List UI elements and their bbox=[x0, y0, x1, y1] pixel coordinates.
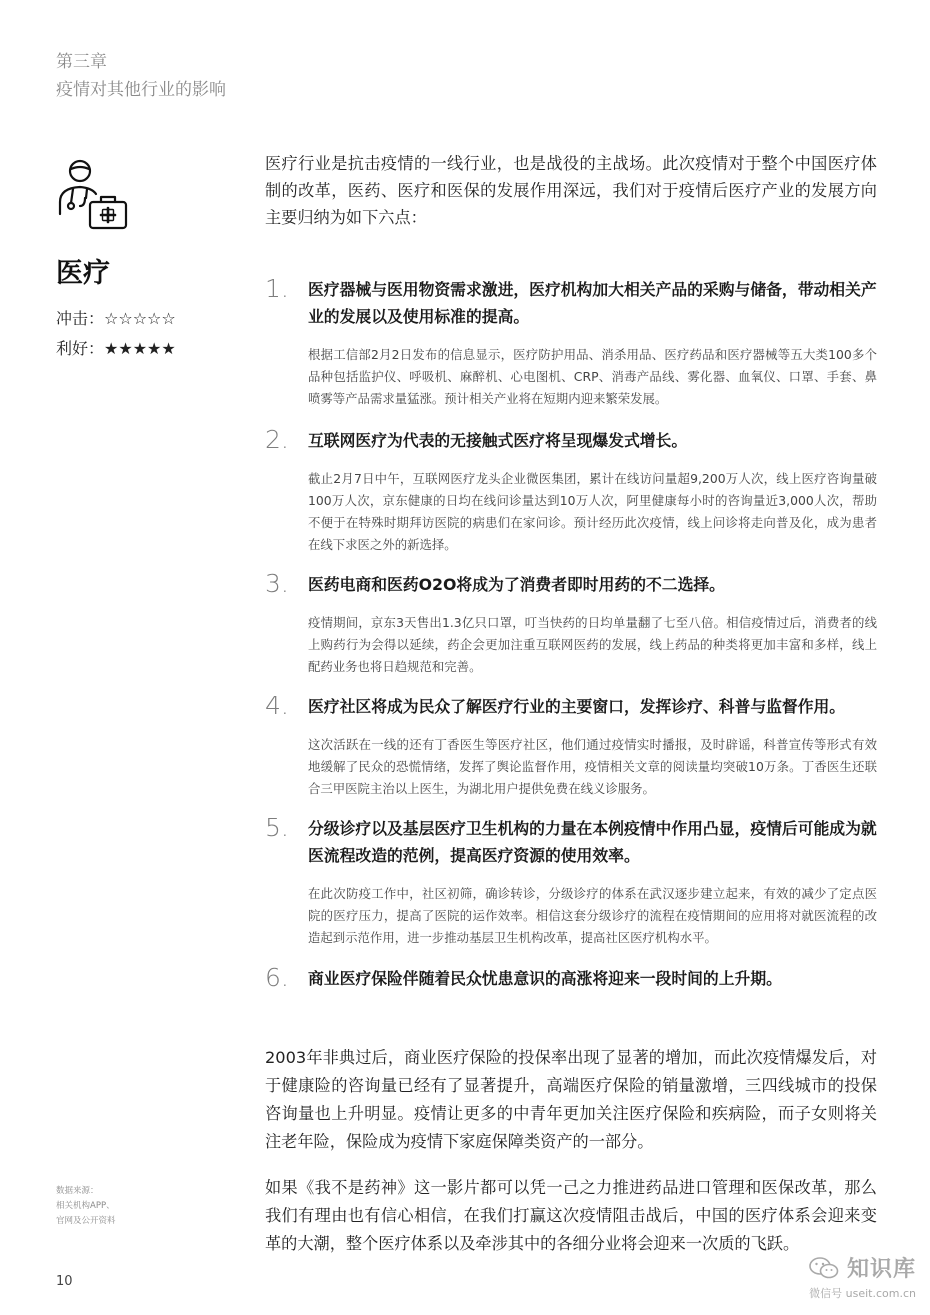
source-line: 相关机构APP、 bbox=[56, 1201, 115, 1211]
point-body: 根据工信部2月2日发布的信息显示，医疗防护用品、消杀用品、医疗药品和医疗器械等五大类100多个品种包括监护仪、呼吸机、麻醉机、心电图机、CRP、消毒产品线、雾化器、血氧仪、口罩、手套、鼻喷雾等产品需求量猛涨。预计相关产业将在短期内迎来繁荣发展。 bbox=[308, 347, 877, 406]
point-heading: 互联网医疗为代表的无接触式医疗将呈现爆发式增长。 bbox=[308, 431, 688, 450]
watermark-name: 知识库 bbox=[846, 1257, 916, 1282]
point-number: 4. bbox=[265, 691, 289, 720]
wechat-icon bbox=[809, 1256, 839, 1280]
point-number: 6. bbox=[265, 963, 289, 992]
point-number: 1. bbox=[265, 274, 289, 303]
point-body: 截止2月7日中午，互联网医疗龙头企业微医集团，累计在线访问量超9,200万人次，线上医疗咨询量破100万人次，京东健康的日均在线问诊量达到10万人次，阿里健康每小时的咨询量近3,000人次，帮助不便于在特殊时期拜访医院的病患们在家问诊。预计经历此次疫情，线上问诊将走向普及化，成为患者在线下求医之外的新选择。 bbox=[308, 471, 877, 552]
point-item bbox=[265, 693, 877, 800]
point-number: 2. bbox=[265, 425, 289, 454]
point-heading: 医疗器械与医用物资需求激进，医疗机构加大相关产品的采购与储备，带动相关产业的发展以及使用标准的提高。 bbox=[308, 280, 877, 326]
point-item bbox=[265, 965, 877, 992]
chapter-title: 疫情对其他行业的影响 bbox=[56, 80, 226, 100]
page-number: 10 bbox=[56, 1274, 73, 1289]
source-line: 官网及公开资料 bbox=[56, 1216, 116, 1226]
sector-sidebar bbox=[56, 158, 256, 364]
main-content bbox=[265, 150, 877, 1258]
source-label: 数据来源： bbox=[56, 1186, 99, 1196]
point-heading: 商业医疗保险伴随着民众忧患意识的高涨将迎来一段时间的上升期。 bbox=[308, 969, 782, 988]
point-heading: 分级诊疗以及基层医疗卫生机构的力量在本例疫情中作用凸显，疫情后可能成为就医流程改造的范例，提高医疗资源的使用效率。 bbox=[308, 819, 877, 865]
chapter-header bbox=[56, 48, 226, 104]
benefit-rating: 利好：★★★★★ bbox=[56, 339, 176, 358]
doctor-medical-kit-icon bbox=[56, 158, 130, 232]
point-body: 疫情期间，京东3天售出1.3亿只口罩，叮当快药的日均单量翻了七至八倍。相信疫情过后，消费者的线上购药行为会得以延续，药企会更加注重互联网医药的发展，线上药品的种类将更加丰富和多样，线上配药业务也将日趋规范和完善。 bbox=[308, 615, 877, 674]
sector-title: 医疗 bbox=[56, 258, 110, 289]
point-body: 在此次防疫工作中，社区初筛，确诊转诊，分级诊疗的体系在武汉逐步建立起来，有效的减少了定点医院的医疗压力，提高了医院的运作效率。相信这套分级诊疗的流程在疫情期间的应用将对就医流程的改造起到示范作用，进一步推动基层卫生机构改革，提高社区医疗机构水平。 bbox=[308, 886, 877, 945]
point-heading: 医疗社区将成为民众了解医疗行业的主要窗口，发挥诊疗、科普与监督作用。 bbox=[308, 697, 846, 716]
intro-paragraph: 医疗行业是抗击疫情的一线行业，也是战役的主战场。此次疫情对于整个中国医疗体制的改革，医药、医疗和医保的发展作用深远，我们对于疫情后医疗产业的发展方向主要归纳为如下六点： bbox=[265, 154, 877, 227]
point-item bbox=[265, 815, 877, 949]
point-body: 这次活跃在一线的还有丁香医生等医疗社区，他们通过疫情实时播报，及时辟谣，科普宣传等形式有效地缓解了民众的恐慌情绪，发挥了舆论监督作用，疫情相关文章的阅读量均突破10万条。丁香医生还联合三甲医院主治以上医生，为湖北用户提供免费在线义诊服务。 bbox=[308, 737, 877, 796]
point-item bbox=[265, 571, 877, 678]
closing-paragraph: 如果《我不是药神》这一影片都可以凭一己之力推进药品进口管理和医保改革，那么我们有理由也有信心相信，在我们打赢这次疫情阻击战后，中国的医疗体系会迎来变革的大潮，整个医疗体系以及牵涉其中的各细分业将会迎来一次质的飞跃。 bbox=[265, 1178, 877, 1253]
watermark bbox=[809, 1252, 916, 1301]
watermark-sub: 微信号 useit.com.cn bbox=[809, 1287, 916, 1300]
data-source-note bbox=[56, 1184, 116, 1229]
point-heading: 医药电商和医药O2O将成为了消费者即时用药的不二选择。 bbox=[308, 575, 725, 594]
chapter-number: 第三章 bbox=[56, 52, 107, 72]
point-item bbox=[265, 276, 877, 410]
point-number: 3. bbox=[265, 569, 289, 598]
point-number: 5. bbox=[265, 813, 289, 842]
impact-rating: 冲击：☆☆☆☆☆ bbox=[56, 309, 176, 328]
closing-paragraph: 2003年非典过后，商业医疗保险的投保率出现了显著的增加，而此次疫情爆发后，对于健康险的咨询量已经有了显著提升，高端医疗保险的销量激增，三四线城市的投保咨询量也上升明显。疫情让更多的中青年更加关注医疗保险和疾病险，而子女则将关注老年险，保险成为疫情下家庭保障类资产的一部分。 bbox=[265, 1048, 877, 1151]
point-item bbox=[265, 427, 877, 556]
